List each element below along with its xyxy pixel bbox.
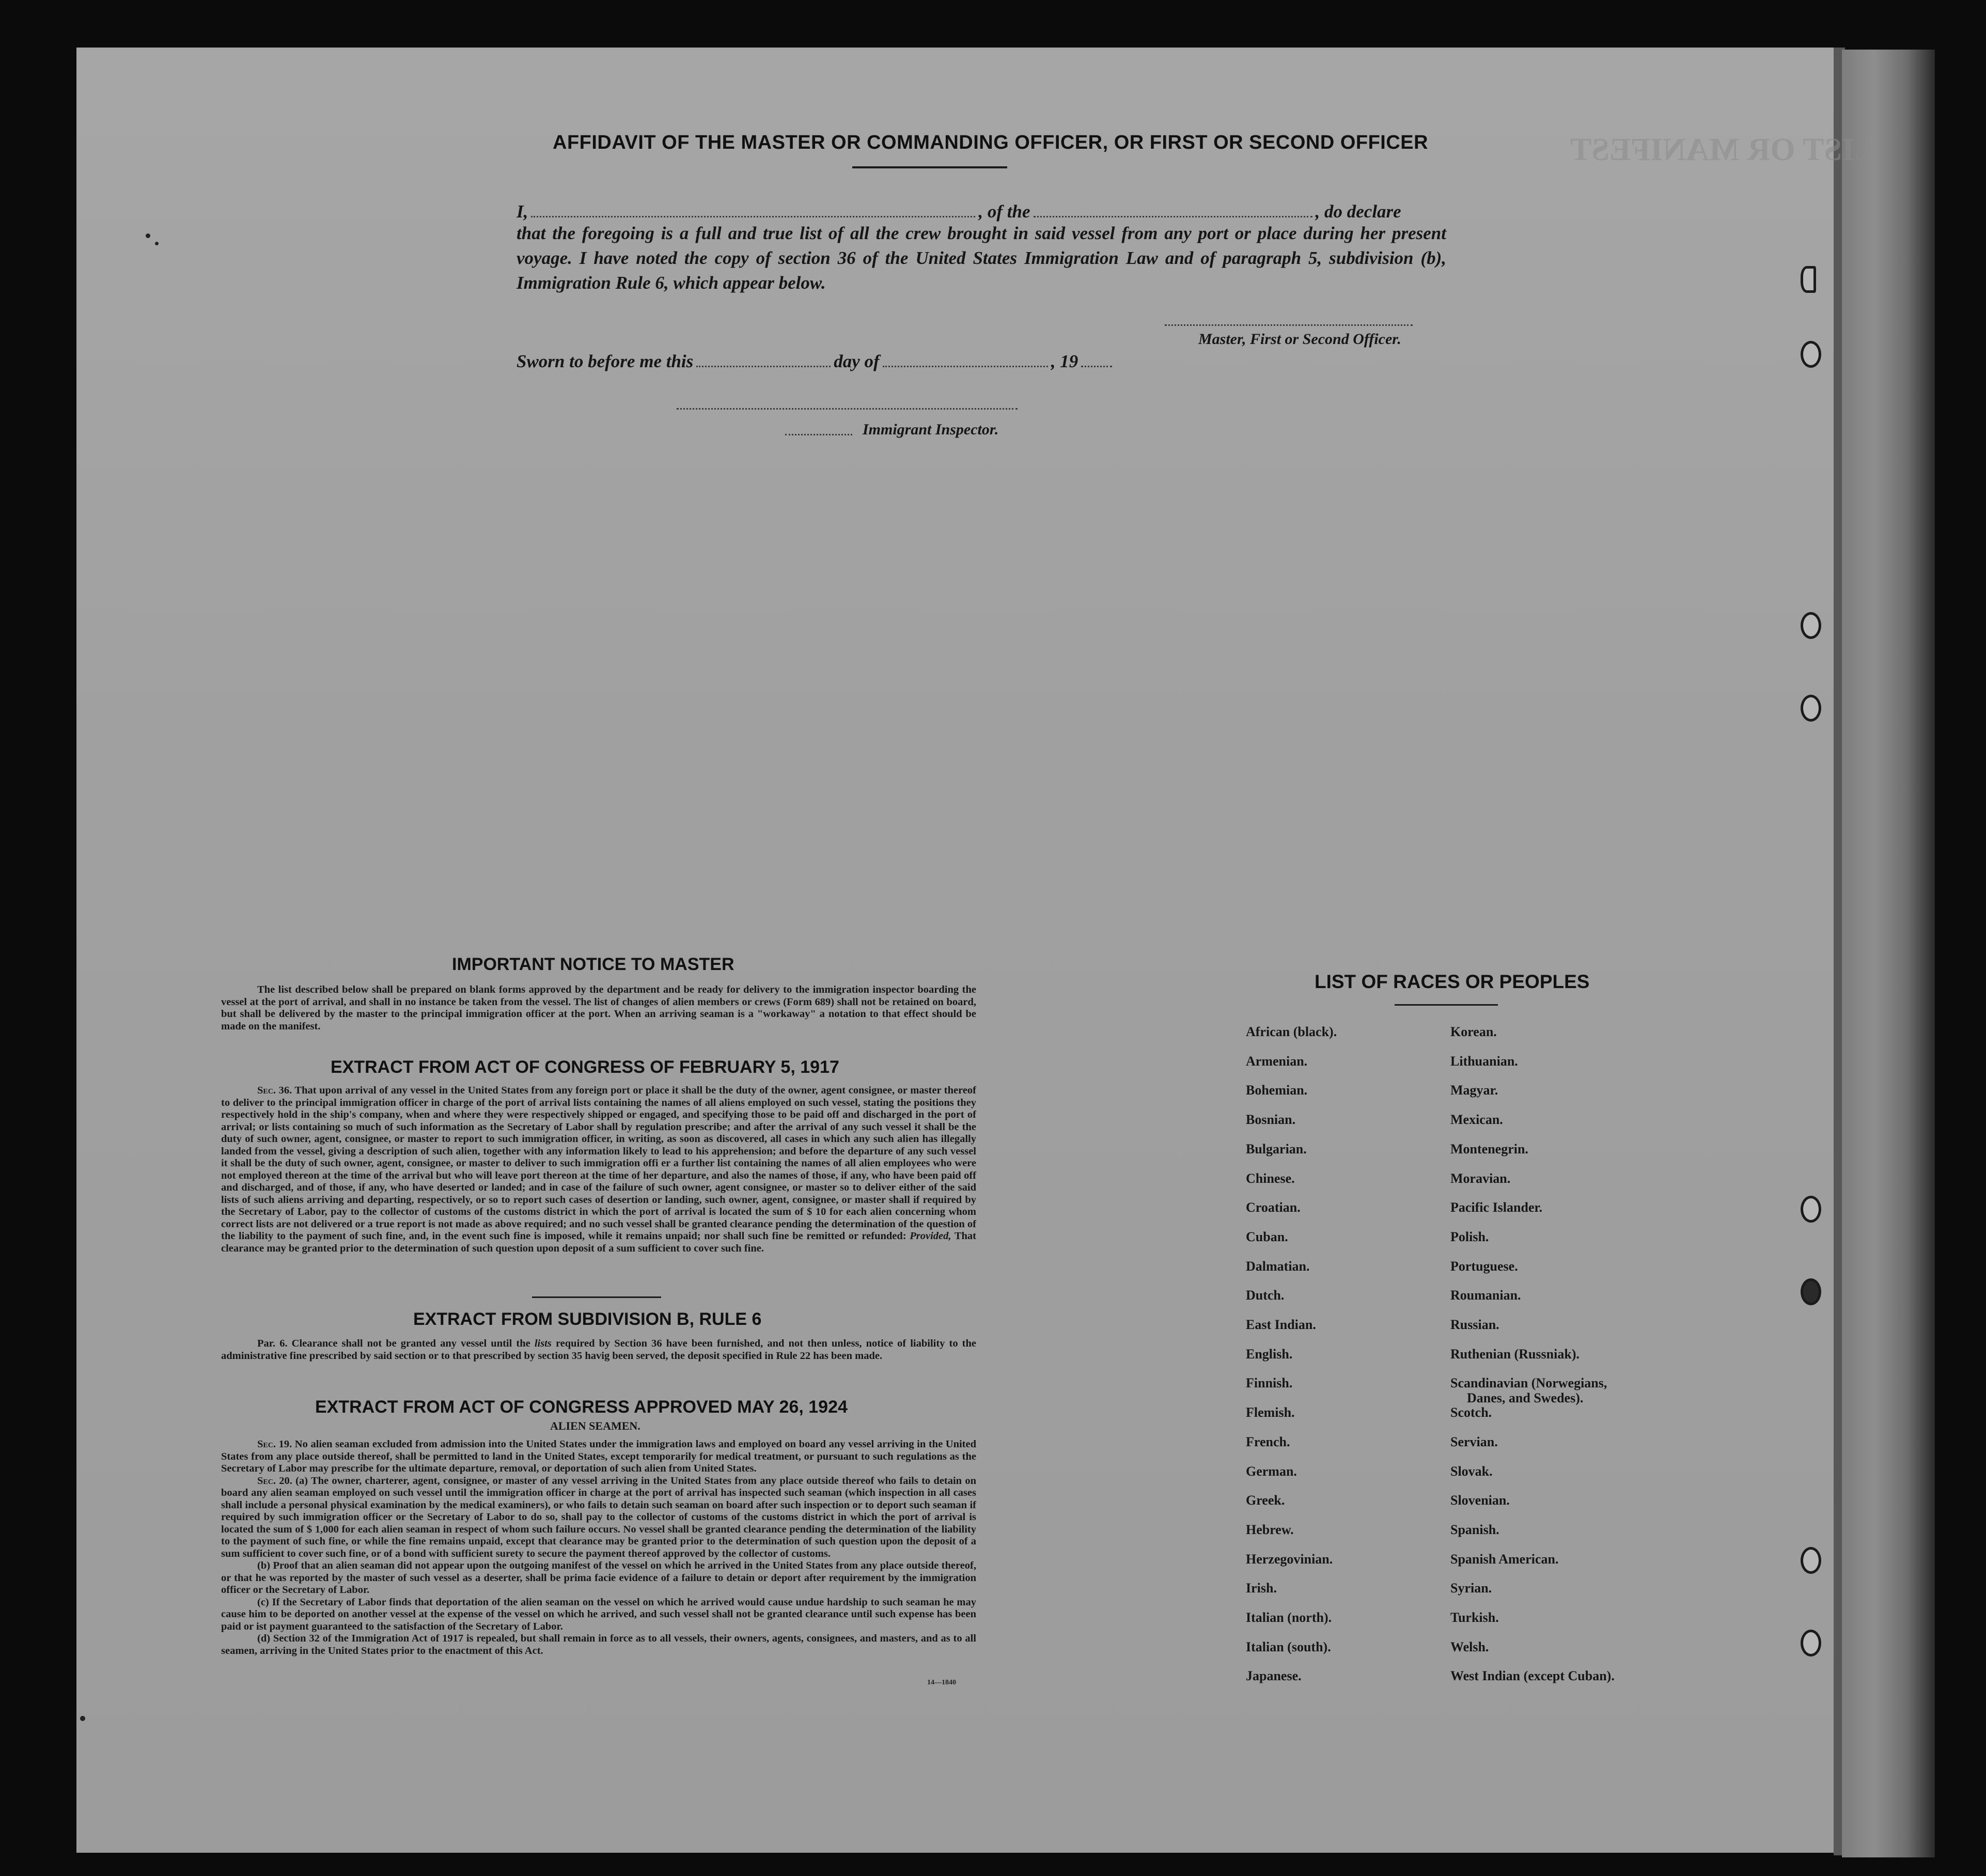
race-item: Polish. (1450, 1229, 1489, 1244)
section-36-body: 36. That upon arrival of any vessel in the United States from any foreign port or place it shall be the duty of the owner, agent consignee, or master thereof to deliver to the principal immigration officer in charge of the port of arrival lists containing the names of all aliens employed on such vessel, stating the positions they respectively hold in the ship's company, when and where they were respectively shipped or engaged, and specifying those to be paid off and discharged in the port of arrival; or lists containing so much of such information as the Secretary of Labor shall by regulation prescribe; and after the arrival of any such vessel it shall be the duty of such owner, agent, consignee, or master to report to such immigration officer, in writing, as soon as discovered, all cases in which any such alien has illegally landed from the vessel, giving a description of such alien, together with any information likely to lead to his apprehension; and before the departure of any such vessel it shall be the duty of such owner, agent, consignee, or master to deliver to such immigration offi er a further list containing the names of all alien employees who were not employed thereon at the time of the arrival but who will leave port thereon at the time of her departure, and also the names of those, if any, who have been paid off and discharged, and of those, if any, who have deserted or landed; and in case of the failure of such owner, agent consignee, or master so to deliver either of the said lists of such aliens arriving and departing, respectively, or so to report such cases of desertion or landing, such owner, agent, consignee, or master shall if required by the Secretary of Labor, pay to the collector of customs of the customs district in which the port of arrival is located the sum of $ 10 for each alien concerning whom correct lists are not delivered or a true report is not made as above required; and no such vessel shall be granted clearance pending the determination of the question of the liability to the payment of such fine, and, in the event such fine is imposed, while it remains unpaid; nor shall such fine be remitted or refunded: (221, 1085, 976, 1242)
race-item: Ruthenian (Russniak). (1450, 1346, 1580, 1362)
race-item: Danes, and Swedes). (1467, 1390, 1584, 1406)
race-item: Magyar. (1450, 1083, 1498, 1098)
ink-speck (155, 242, 159, 245)
rule-6-end: required by Section 36 have been furnished, and not then unless, notice of liability to the administrative fine prescribed by said section or to that prescribed by section 35 havig been served, the deposit specified in Rule 22 has been made. (221, 1338, 976, 1362)
race-item: Italian (north). (1246, 1610, 1332, 1625)
race-item: Dalmatian. (1246, 1258, 1310, 1274)
section-36-end: That clearance may be granted prior to the determination of such question upon deposit of a sum sufficient to cover such fine. (221, 1230, 976, 1254)
race-item: Servian. (1450, 1434, 1498, 1449)
race-item: African (black). (1246, 1024, 1337, 1039)
race-item: Syrian. (1450, 1581, 1492, 1596)
section-divider (532, 1296, 661, 1298)
rule-6-paragraph (221, 1338, 976, 1362)
affidavit-title: AFFIDAVIT OF THE MASTER OR COMMANDING OFFICER, OR FIRST OR SECOND OFFICER (553, 132, 1429, 153)
races-title-underline (1395, 1004, 1498, 1006)
act-1917-body (221, 1085, 976, 1255)
binder-hole (1801, 612, 1821, 639)
section-19-text (221, 1439, 976, 1475)
race-item: Slovak. (1450, 1463, 1493, 1479)
race-item: German. (1246, 1463, 1297, 1479)
master-signature-blank (1165, 324, 1413, 326)
form-number: 14—1840 (927, 1679, 956, 1686)
binder-hole (1801, 695, 1821, 722)
race-item: Portuguese. (1450, 1258, 1518, 1274)
provided-label: Provided, (910, 1230, 951, 1242)
race-item: Bulgarian. (1246, 1141, 1307, 1156)
paragraph-d: (d) Section 32 of the Immigration Act of 1917 is repealed, but shall remain in force as to all vessels, their owners, agents, consignees, and masters, and as to all seamen, arriving in the United States prior to the enactment of this Act. (221, 1633, 976, 1656)
notice-body (221, 984, 976, 1033)
do-declare-label: , do declare (1315, 201, 1401, 222)
race-item: English. (1246, 1346, 1293, 1362)
race-item: French. (1246, 1434, 1290, 1449)
race-item: West Indian (except Cuban). (1450, 1668, 1615, 1684)
race-item: Pacific Islander. (1450, 1200, 1543, 1215)
race-item: Russian. (1450, 1317, 1499, 1332)
lists-label: lists (534, 1338, 552, 1349)
inspector-label: Immigrant Inspector. (863, 421, 999, 438)
section-19-body: 19. No alien seaman excluded from admission into the United States under the immigration laws and employed on board any vessel arriving in the United States from any place outside thereof, shall be permitted to land in the United States, except temporarily for medical treatment, or pursuant to such regulations as the Secretary of Labor may prescribe for the ultimate departure, removal, or deportation of such alien from United States. (221, 1439, 976, 1474)
section-36-text (221, 1085, 976, 1255)
race-item: Armenian. (1246, 1053, 1308, 1069)
sworn-line (517, 351, 1115, 372)
race-item: Croatian. (1246, 1200, 1301, 1215)
master-signature-label: Master, First or Second Officer. (1198, 331, 1401, 348)
notice-paragraph: The list described below shall be prepared on blank forms approved by the department and be ready for delivery to the immigration inspector boarding the vessel at the port of arrival, and shall in no instance be taken from the vessel. The list of changes of alien members or crews (Form 689) shall not be retained on board, but shall be delivered by the master to the principal immigration officer at the port. When an arriving seaman is a "workaway" a notation to that effect should be made on the manifest. (221, 984, 976, 1032)
race-item: Turkish. (1450, 1610, 1499, 1625)
race-item: Greek. (1246, 1493, 1285, 1508)
binder-hole (1801, 1547, 1821, 1574)
day-of-label: day of (834, 351, 880, 371)
inspector-signature-blank-top (677, 408, 1018, 410)
race-item: East Indian. (1246, 1317, 1316, 1332)
ink-speck (146, 233, 150, 238)
act-1924-title: EXTRACT FROM ACT OF CONGRESS APPROVED MAY 26, 1924 (315, 1397, 848, 1417)
rule-6-body (221, 1338, 976, 1362)
sworn-label: Sworn to before me this (517, 351, 694, 371)
race-item: Spanish American. (1450, 1551, 1559, 1567)
binder-hole (1801, 1630, 1821, 1656)
bleed-through-text: LIST OR MANIFEST (1570, 132, 1876, 167)
race-item: Slovenian. (1450, 1493, 1510, 1508)
sworn-year-blank (1081, 366, 1112, 367)
sworn-month-blank (883, 366, 1048, 367)
act-1917-title: EXTRACT FROM ACT OF CONGRESS OF FEBRUARY 5, 1917 (331, 1057, 839, 1077)
race-item: Italian (south). (1246, 1639, 1331, 1654)
rule-6-title: EXTRACT FROM SUBDIVISION B, RULE 6 (413, 1309, 762, 1329)
race-item: Cuban. (1246, 1229, 1288, 1244)
race-item: Scandinavian (Norwegians, (1450, 1375, 1607, 1391)
race-item: Welsh. (1450, 1639, 1489, 1654)
sworn-day-blank (696, 366, 831, 367)
race-item: Herzegovinian. (1246, 1551, 1333, 1567)
race-item: Irish. (1246, 1581, 1277, 1596)
race-item: Scotch. (1450, 1405, 1492, 1420)
sec-label: Sec. (257, 1085, 276, 1096)
rule-6-start: Par. 6. Clearance shall not be granted any vessel until the (257, 1338, 530, 1349)
declarant-prefix: I, (517, 201, 528, 222)
binder-hole (1801, 341, 1821, 368)
race-item: Bosnian. (1246, 1112, 1296, 1128)
vessel-blank (1034, 216, 1312, 217)
binder-hole (1801, 1278, 1821, 1305)
adjacent-page-edge (1842, 50, 1935, 1857)
race-item: Spanish. (1450, 1522, 1499, 1537)
race-item: Lithuanian. (1450, 1053, 1518, 1069)
paragraph-b: (b) Proof that an alien seaman did not appear upon the outgoing manifest of the vessel on which he arrived in the United States from any place outside thereof, or that he was reported by the master of such vessel as a deserter, shall be prima facie evidence of a failure to detain or deport after requirement by the immigration officer or the Secretary of Labor. (221, 1560, 976, 1596)
section-20-body: 20. (a) The owner, charterer, agent, consignee, or master of any vessel arriving in the United States from any place outside thereof who fails to detain on board any alien seaman employed on such vessel until the immigration officer in charge at the port of arrival has inspected such seaman (which inspection in all cases shall include a personal physical examination by the medical examiners), or who fails to detain such seaman on board after such inspection or to deport such seaman if required by such immigration officer or the Secretary of Labor to do so, shall pay to the collector of customs of the customs district in which the port of arrival is located the sum of $ 1,000 for each alien seaman in respect of whom such failure occurs. No vessel shall be granted clearance pending the determination of the liability to the payment of such fine, or while the fine remains unpaid, except that clearance may be granted prior to the determination of such question upon the deposit of a sum sufficient to cover such fine, or of a bond with sufficient surety to secure the payment thereof approved by the collector of customs. (221, 1475, 977, 1559)
section-20-text (221, 1475, 976, 1560)
race-item: Chinese. (1246, 1170, 1295, 1186)
race-item: Hebrew. (1246, 1522, 1294, 1537)
binder-hole (1801, 1196, 1821, 1223)
race-item: Finnish. (1246, 1375, 1293, 1391)
ink-speck (80, 1716, 85, 1721)
binder-hole (1801, 266, 1816, 293)
of-the-label: , of the (978, 201, 1030, 222)
inspector-signature-blank (785, 434, 852, 435)
sec-label: Sec. (257, 1439, 276, 1450)
race-item: Japanese. (1246, 1668, 1302, 1684)
race-item: Dutch. (1246, 1288, 1285, 1303)
race-item: Mexican. (1450, 1112, 1503, 1128)
act-1924-subtitle: ALIEN SEAMEN. (550, 1419, 640, 1432)
race-item: Korean. (1450, 1024, 1497, 1039)
notice-title: IMPORTANT NOTICE TO MASTER (452, 955, 734, 974)
affidavit-declaration-line (517, 201, 1401, 222)
race-item: Bohemian. (1246, 1083, 1308, 1098)
race-item: Roumanian. (1450, 1288, 1521, 1303)
race-item: Flemish. (1246, 1405, 1295, 1420)
act-1924-body (221, 1439, 976, 1657)
name-blank (531, 216, 975, 217)
paragraph-c: (c) If the Secretary of Labor finds that deportation of the alien seaman on the vessel on which he arrived would cause undue hardship to such seaman he may cause him to be deported on another vessel at the expense of the vessel on which he arrived, and such vessel shall not be granted clearance until such expense has been paid or ist payment guaranteed to the satisfaction of the Secretary of Labor. (221, 1596, 976, 1632)
races-title: LIST OF RACES OR PEOPLES (1315, 971, 1590, 992)
affidavit-statement: that the foregoing is a full and true list of all the crew brought in said vessel from any port or place during her present voyage. I have noted the copy of section 36 of the United States Immigration Law and of paragraph 5, subdivision (b), Immigration Rule 6, which appear below. (517, 223, 1446, 293)
year-label: , 19 (1051, 351, 1078, 371)
race-item: Montenegrin. (1450, 1141, 1528, 1156)
sec-label: Sec. (257, 1475, 276, 1487)
race-item: Moravian. (1450, 1170, 1511, 1186)
affidavit-title-underline (852, 166, 1007, 168)
